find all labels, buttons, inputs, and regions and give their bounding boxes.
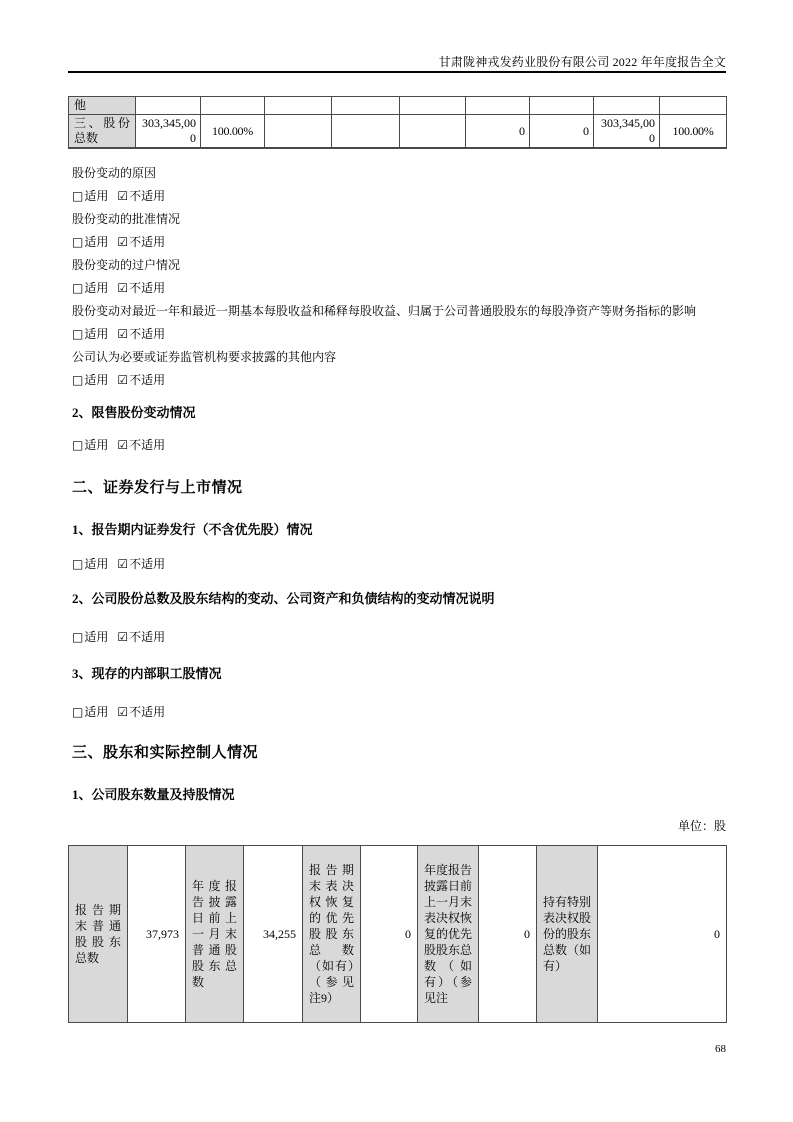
shareholder-label-cell: 报告期末普通股股东总数 [69, 846, 128, 1023]
checkbox-unchecked-icon: □ [72, 630, 84, 644]
table-cell [265, 115, 332, 149]
header-title: 甘肃陇神戎发药业股份有限公司 2022 年年度报告全文 [438, 55, 726, 69]
shareholder-label-cell: 持有特别表决权股份的股东总数（如有） [537, 846, 598, 1023]
applicability-line [68, 701, 726, 724]
not-applicable-label: 不适用 [129, 373, 166, 387]
table-cell [332, 97, 400, 115]
applicability-line [68, 434, 726, 457]
checkbox-unchecked-icon: □ [72, 373, 84, 387]
applicable-label: 适用 [84, 438, 109, 452]
not-applicable-label: 不适用 [129, 705, 166, 719]
heading-structure-change: 2、公司股份总数及股东结构的变动、公司资产和负债结构的变动情况说明 [72, 591, 495, 606]
applicable-label: 适用 [84, 327, 109, 341]
applicability-line [68, 185, 726, 208]
applicability-line [68, 277, 726, 300]
checkbox-unchecked-icon: □ [72, 235, 84, 249]
checkbox-checked-icon: ☑ [117, 705, 129, 719]
applicable-label: 适用 [84, 630, 109, 644]
checkbox-unchecked-icon: □ [72, 705, 84, 719]
shareholder-value-cell: 37,973 [128, 846, 186, 1023]
table-cell [201, 97, 265, 115]
shareholder-value-cell: 0 [598, 846, 727, 1023]
qty-after-cell: 303,345,000 [594, 115, 660, 149]
not-applicable-label: 不适用 [129, 557, 166, 571]
table-cell [332, 115, 400, 149]
not-applicable-label: 不适用 [129, 235, 166, 249]
statement-share-change-impact: 股份变动对最近一年和最近一期基本每股收益和稀释每股收益、归属于公司普通股股东的每股净资产等财务指标的影响 [72, 304, 697, 318]
statement-other-disclosure: 公司认为必要或证券监管机构要求披露的其他内容 [72, 350, 337, 364]
table-cell [660, 97, 727, 115]
heading-shareholder-count: 1、公司股东数量及持股情况 [72, 787, 235, 802]
checkbox-checked-icon: ☑ [117, 438, 129, 452]
page-number: 68 [715, 1043, 726, 1055]
shareholder-count-table [68, 845, 727, 1023]
heading-restricted-shares: 2、限售股份变动情况 [72, 405, 196, 420]
table-cell: 0 [466, 115, 530, 149]
applicable-label: 适用 [84, 557, 109, 571]
pct-after-cell: 100.00% [660, 115, 727, 149]
checkbox-unchecked-icon: □ [72, 438, 84, 452]
not-applicable-label: 不适用 [129, 281, 166, 295]
statement-share-change-transfer: 股份变动的过户情况 [72, 258, 181, 272]
table-cell [466, 97, 530, 115]
heading-securities-issuance: 二、证券发行与上市情况 [72, 480, 243, 496]
applicable-label: 适用 [84, 281, 109, 295]
applicable-label: 适用 [84, 373, 109, 387]
shareholder-label-cell: 年度报告披露日前上一月末表决权恢复的优先股股东总数（如有）（参见注 [418, 846, 479, 1023]
not-applicable-label: 不适用 [129, 189, 166, 203]
table-cell [400, 115, 466, 149]
heading-shareholders: 三、股东和实际控制人情况 [72, 745, 259, 761]
table-cell [400, 97, 466, 115]
checkbox-checked-icon: ☑ [117, 557, 129, 571]
table-cell [594, 97, 660, 115]
checkbox-checked-icon: ☑ [117, 189, 129, 203]
shareholder-label-cell: 年度报告披露日前上一月末普通股股东总数 [186, 846, 244, 1023]
checkbox-checked-icon: ☑ [117, 630, 129, 644]
checkbox-unchecked-icon: □ [72, 189, 84, 203]
applicability-line [68, 369, 726, 392]
table-cell [265, 97, 332, 115]
unit-label: 单位：股 [677, 819, 726, 833]
checkbox-checked-icon: ☑ [117, 281, 129, 295]
not-applicable-label: 不适用 [129, 630, 166, 644]
applicable-label: 适用 [84, 705, 109, 719]
applicability-line [68, 553, 726, 576]
shareholder-value-cell: 0 [479, 846, 537, 1023]
checkbox-checked-icon: ☑ [117, 327, 129, 341]
row-label-cell: 三、股份总数 [69, 115, 136, 149]
checkbox-checked-icon: ☑ [117, 235, 129, 249]
heading-employee-shares: 3、现存的内部职工股情况 [72, 666, 222, 681]
statement-share-change-reason: 股份变动的原因 [72, 166, 157, 180]
checkbox-unchecked-icon: □ [72, 281, 84, 295]
applicability-line [68, 323, 726, 346]
applicable-label: 适用 [84, 235, 109, 249]
checkbox-unchecked-icon: □ [72, 557, 84, 571]
table-row-other [69, 97, 727, 115]
page-header [68, 0, 726, 73]
applicability-line [68, 626, 726, 649]
shareholder-label-cell: 报告期末表决权恢复的优先股股东总数（如有）（参见注9） [303, 846, 361, 1023]
table-row [69, 846, 727, 1023]
shareholder-value-cell: 34,255 [244, 846, 303, 1023]
heading-issuance-in-period: 1、报告期内证券发行（不含优先股）情况 [72, 522, 313, 537]
shareholder-value-cell: 0 [361, 846, 418, 1023]
table-cell [530, 97, 594, 115]
qty-before-cell: 303,345,000 [136, 115, 201, 149]
not-applicable-label: 不适用 [129, 327, 166, 341]
table-cell [136, 97, 201, 115]
table-row-share-total [69, 115, 727, 149]
applicability-line [68, 231, 726, 254]
applicable-label: 适用 [84, 189, 109, 203]
row-label-cell: 他 [69, 97, 136, 115]
table-cell: 0 [530, 115, 594, 149]
statement-share-change-approval: 股份变动的批准情况 [72, 212, 181, 226]
pct-before-cell: 100.00% [201, 115, 265, 149]
share-change-table [68, 96, 727, 149]
checkbox-unchecked-icon: □ [72, 327, 84, 341]
checkbox-checked-icon: ☑ [117, 373, 129, 387]
not-applicable-label: 不适用 [129, 438, 166, 452]
